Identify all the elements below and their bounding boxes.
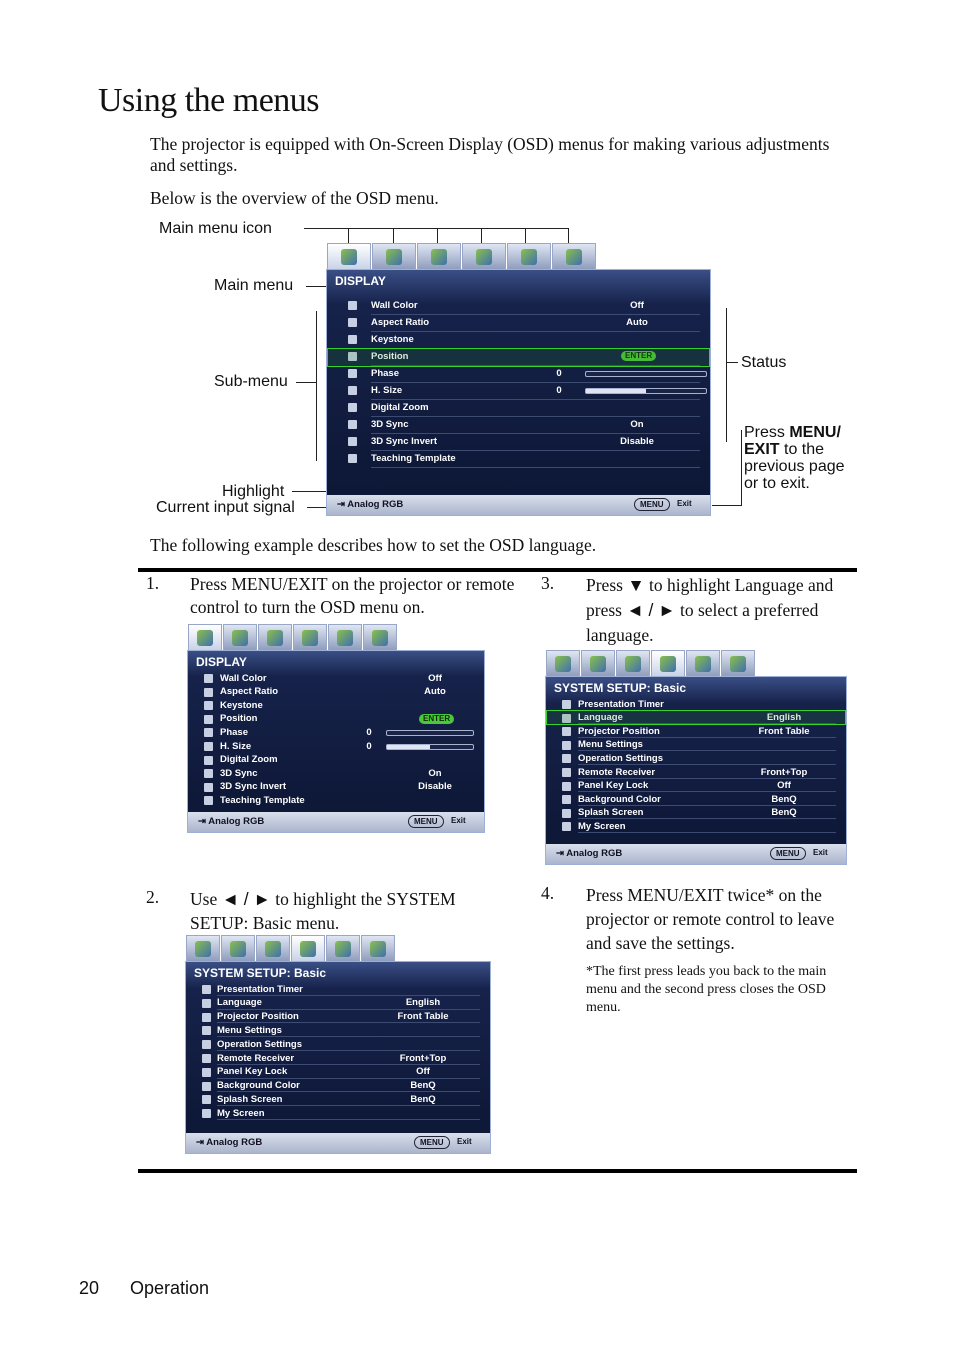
row-divider bbox=[371, 467, 700, 468]
menu-item-icon bbox=[202, 985, 211, 994]
leader-main-menu-icon bbox=[304, 228, 568, 229]
system-basic-tab-icon bbox=[476, 249, 492, 265]
picture-tab-icon bbox=[386, 249, 402, 265]
leader-tick bbox=[348, 228, 349, 244]
menu-row[interactable] bbox=[188, 698, 484, 712]
row-divider bbox=[217, 1119, 480, 1120]
menu-item-label: Operation Settings bbox=[217, 1038, 302, 1050]
tab-system-basic-tab[interactable] bbox=[291, 935, 325, 961]
tab-source-tab[interactable] bbox=[258, 624, 292, 650]
menu-tabs bbox=[188, 624, 398, 650]
menu-footer bbox=[186, 1133, 490, 1153]
leader-tick bbox=[481, 228, 482, 244]
menu-item-label: Splash Screen bbox=[578, 807, 644, 819]
menu-item-icon bbox=[202, 1109, 211, 1118]
highlight-bar bbox=[546, 710, 846, 726]
exit-label: Exit bbox=[451, 816, 466, 825]
menu-title: DISPLAY bbox=[335, 274, 386, 288]
page-title: Using the menus bbox=[98, 82, 320, 119]
menu-item-label: Background Color bbox=[217, 1080, 300, 1092]
menu-item-icon bbox=[204, 715, 213, 724]
menu-row[interactable] bbox=[327, 383, 710, 397]
leader-sub-menu bbox=[296, 382, 316, 383]
menu-item-label: 3D Sync Invert bbox=[220, 781, 286, 793]
menu-item-label: Presentation Timer bbox=[578, 698, 664, 710]
tab-picture-tab[interactable] bbox=[221, 935, 255, 961]
menu-row[interactable] bbox=[188, 780, 484, 794]
menu-row[interactable] bbox=[327, 332, 710, 346]
exit-label: Exit bbox=[677, 499, 692, 508]
menu-item-label: H. Size bbox=[371, 384, 403, 396]
menu-item-value: Disable bbox=[620, 435, 654, 447]
value-slider[interactable] bbox=[386, 730, 474, 736]
menu-item-label: Teaching Template bbox=[220, 794, 305, 806]
leader-exit-v bbox=[741, 430, 742, 506]
menu-row[interactable] bbox=[188, 685, 484, 699]
menu-item-icon bbox=[204, 783, 213, 792]
picture-tab-icon bbox=[230, 941, 246, 957]
menu-item-icon bbox=[202, 999, 211, 1008]
menu-row[interactable] bbox=[188, 725, 484, 739]
menu-item-label: Splash Screen bbox=[217, 1093, 283, 1105]
information-tab-icon bbox=[370, 941, 386, 957]
callout-press-menu-exit: Press MENU/ EXIT to the previous page or to exit. bbox=[744, 424, 845, 492]
menu-item-label: Panel Key Lock bbox=[578, 780, 649, 792]
step3-number: 3. bbox=[541, 573, 555, 593]
menu-item-icon bbox=[202, 1054, 211, 1063]
menu-item-icon bbox=[202, 1026, 211, 1035]
menu-item-icon bbox=[204, 742, 213, 751]
menu-item-label: Presentation Timer bbox=[217, 983, 303, 995]
menu-item-value: Disable bbox=[418, 781, 452, 793]
menu-item-icon bbox=[562, 795, 571, 804]
menu-item-icon bbox=[204, 674, 213, 683]
menu-item-icon bbox=[202, 1095, 211, 1104]
menu-item-icon bbox=[562, 700, 571, 709]
menu-item-value: BenQ bbox=[410, 1080, 436, 1092]
menu-item-label: Teaching Template bbox=[371, 452, 456, 464]
input-signal-label: ⇥ Analog RGB bbox=[337, 499, 404, 510]
system-advanced-tab-icon bbox=[335, 941, 351, 957]
tab-system-advanced-tab[interactable] bbox=[507, 243, 551, 269]
leader-exit bbox=[712, 505, 742, 506]
tab-source-tab[interactable] bbox=[256, 935, 290, 961]
section-name: Operation bbox=[130, 1278, 210, 1298]
menu-item-label: Remote Receiver bbox=[578, 766, 656, 778]
source-tab-icon bbox=[431, 249, 447, 265]
menu-row[interactable] bbox=[327, 298, 710, 312]
system-basic-tab-icon bbox=[302, 630, 318, 646]
menu-item-label: Wall Color bbox=[371, 299, 418, 311]
menu-item-label: Keystone bbox=[371, 333, 414, 345]
callout-main-menu: Main menu bbox=[214, 277, 294, 294]
menu-item-value: Front+Top bbox=[399, 1052, 447, 1064]
menu-item-icon bbox=[202, 1068, 211, 1077]
step1-number: 1. bbox=[146, 573, 160, 593]
tab-information-tab[interactable] bbox=[721, 650, 755, 676]
input-signal-label: ⇥ Analog RGB bbox=[196, 1137, 263, 1148]
row-divider bbox=[578, 832, 836, 833]
menu-exit-button[interactable]: MENU bbox=[408, 815, 444, 828]
menu-item-label: Panel Key Lock bbox=[217, 1066, 288, 1078]
menu-item-label: Menu Settings bbox=[578, 739, 643, 751]
menu-panel bbox=[187, 650, 485, 833]
menu-panel bbox=[185, 961, 491, 1154]
menu-item-icon bbox=[204, 796, 213, 805]
menu-row[interactable] bbox=[188, 712, 484, 726]
overview-text: Below is the overview of the OSD menu. bbox=[150, 188, 439, 208]
system-basic-tab-icon bbox=[660, 656, 676, 672]
menu-item-icon bbox=[202, 1013, 211, 1022]
menu-item-icon bbox=[562, 822, 571, 831]
step1-text: Press MENU/EXIT on the projector or remote control to turn the OSD menu on. bbox=[190, 574, 515, 617]
menu-item-icon bbox=[204, 688, 213, 697]
menu-item-label: Menu Settings bbox=[217, 1024, 282, 1036]
information-tab-icon bbox=[566, 249, 582, 265]
tab-system-basic-tab[interactable] bbox=[293, 624, 327, 650]
exit-label: Exit bbox=[813, 848, 828, 857]
bottom-rule bbox=[138, 1169, 857, 1173]
tab-information-tab[interactable] bbox=[363, 624, 397, 650]
menu-item-icon bbox=[562, 809, 571, 818]
menu-item-label: Language bbox=[578, 712, 623, 724]
menu-item-icon bbox=[204, 701, 213, 710]
menu-item-label: 3D Sync Invert bbox=[371, 435, 437, 447]
input-signal-label: ⇥ Analog RGB bbox=[198, 816, 265, 827]
source-tab-icon bbox=[625, 656, 641, 672]
menu-item-value: Auto bbox=[424, 686, 446, 698]
tab-display-tab[interactable] bbox=[327, 243, 371, 269]
menu-row[interactable] bbox=[188, 753, 484, 767]
osd-display-menu-overview bbox=[326, 243, 711, 516]
menu-footer bbox=[546, 844, 846, 864]
step3-text: Press ▼ to highlight Language and press ◄ / ► to select a preferred language. bbox=[586, 575, 834, 645]
menu-item-label: Remote Receiver bbox=[217, 1052, 295, 1064]
menu-item-label: Phase bbox=[371, 367, 399, 379]
menu-row[interactable] bbox=[327, 451, 710, 465]
step4-footnote: *The first press leads you back to the main menu and the second press closes the OSD menu. bbox=[586, 964, 827, 1015]
page-number: 20 bbox=[79, 1278, 100, 1298]
menu-item-value: 0 bbox=[366, 740, 372, 752]
input-signal-label: ⇥ Analog RGB bbox=[556, 848, 623, 859]
step4-number: 4. bbox=[541, 883, 555, 903]
menu-item-icon bbox=[348, 335, 357, 344]
menu-item-label: Language bbox=[217, 997, 262, 1009]
menu-item-label: Wall Color bbox=[220, 672, 267, 684]
system-advanced-tab-icon bbox=[521, 249, 537, 265]
menu-item-value: Off bbox=[416, 1066, 430, 1078]
menu-item-label: H. Size bbox=[220, 740, 252, 752]
value-slider[interactable] bbox=[585, 371, 707, 377]
information-tab-icon bbox=[372, 630, 388, 646]
menu-item-value: On bbox=[428, 767, 442, 779]
menu-item-label: Background Color bbox=[578, 793, 661, 805]
tab-picture-tab[interactable] bbox=[223, 624, 257, 650]
menu-item-icon bbox=[348, 369, 357, 378]
tab-information-tab[interactable] bbox=[552, 243, 596, 269]
menu-item-icon bbox=[204, 728, 213, 737]
leader-status-bar bbox=[726, 308, 727, 442]
picture-tab-icon bbox=[232, 630, 248, 646]
menu-footer bbox=[188, 812, 484, 832]
step4-text: Press MENU/EXIT twice* on the projector or remote control to leave and save the settings. bbox=[586, 885, 835, 953]
menu-item-icon bbox=[348, 420, 357, 429]
menu-title: SYSTEM SETUP: Basic bbox=[194, 966, 327, 980]
picture-tab-icon bbox=[590, 656, 606, 672]
highlight-bar bbox=[327, 348, 710, 367]
menu-item-icon bbox=[562, 768, 571, 777]
menu-title: DISPLAY bbox=[196, 655, 247, 669]
top-rule bbox=[138, 568, 857, 572]
menu-item-label: Aspect Ratio bbox=[371, 316, 430, 328]
menu-item-value: Off bbox=[428, 672, 442, 684]
tab-source-tab[interactable] bbox=[417, 243, 461, 269]
menu-item-value: 0 bbox=[366, 726, 372, 738]
menu-row[interactable] bbox=[327, 366, 710, 380]
menu-item-icon bbox=[348, 454, 357, 463]
callout-main-menu-icon: Main menu icon bbox=[159, 220, 272, 237]
menu-row[interactable] bbox=[188, 766, 484, 780]
menu-item-label: 3D Sync bbox=[220, 767, 258, 779]
tab-display-tab[interactable] bbox=[188, 624, 222, 650]
tab-source-tab[interactable] bbox=[616, 650, 650, 676]
tab-system-basic-tab[interactable] bbox=[651, 650, 685, 676]
information-tab-icon bbox=[730, 656, 746, 672]
source-tab-icon bbox=[267, 630, 283, 646]
menu-item-icon bbox=[204, 769, 213, 778]
system-basic-tab-icon bbox=[300, 941, 316, 957]
menu-item-value: 0 bbox=[556, 367, 562, 379]
leader-sub-menu-bar bbox=[316, 311, 317, 461]
callout-highlight: Highlight bbox=[222, 483, 285, 500]
display-tab-icon bbox=[555, 656, 571, 672]
enter-button[interactable]: ENTER bbox=[419, 714, 454, 724]
menu-item-label: Aspect Ratio bbox=[220, 686, 279, 698]
menu-item-value: 0 bbox=[556, 384, 562, 396]
menu-row[interactable] bbox=[327, 315, 710, 329]
menu-item-label: Operation Settings bbox=[578, 752, 663, 764]
exit-label: Exit bbox=[457, 1137, 472, 1146]
menu-exit-button[interactable]: MENU bbox=[770, 847, 806, 860]
tab-picture-tab[interactable] bbox=[372, 243, 416, 269]
menu-item-icon bbox=[562, 782, 571, 791]
tab-display-tab[interactable] bbox=[546, 650, 580, 676]
example-intro: The following example describes how to set the OSD language. bbox=[150, 535, 597, 555]
system-advanced-tab-icon bbox=[695, 656, 711, 672]
menu-row[interactable] bbox=[188, 739, 484, 753]
menu-item-value: Off bbox=[630, 299, 644, 311]
leader-tick bbox=[393, 228, 394, 244]
menu-item-value: On bbox=[630, 418, 644, 430]
menu-row[interactable] bbox=[327, 400, 710, 414]
menu-item-label: Digital Zoom bbox=[371, 401, 429, 413]
source-tab-icon bbox=[265, 941, 281, 957]
callout-current-input-signal: Current input signal bbox=[156, 499, 295, 516]
tab-picture-tab[interactable] bbox=[581, 650, 615, 676]
menu-item-label: My Screen bbox=[578, 820, 626, 832]
tab-display-tab[interactable] bbox=[186, 935, 220, 961]
intro-paragraph: The projector is equipped with On-Screen Display (OSD) menus for making various adjustments and settings. bbox=[150, 134, 830, 175]
menu-item-value: BenQ bbox=[771, 807, 797, 819]
menu-item-icon bbox=[562, 727, 571, 736]
leader-status bbox=[726, 362, 738, 363]
menu-item-icon bbox=[202, 1082, 211, 1091]
menu-item-icon bbox=[562, 741, 571, 750]
osd-display-menu-step1 bbox=[187, 624, 485, 833]
tab-system-advanced-tab[interactable] bbox=[326, 935, 360, 961]
enter-button[interactable]: ENTER bbox=[621, 351, 656, 361]
menu-item-icon bbox=[348, 437, 357, 446]
menu-item-value: Off bbox=[777, 780, 791, 792]
menu-exit-button[interactable]: MENU bbox=[634, 498, 670, 511]
step2-number: 2. bbox=[146, 887, 160, 907]
menu-row[interactable] bbox=[188, 671, 484, 685]
leader-tick bbox=[568, 228, 569, 244]
tab-system-basic-tab[interactable] bbox=[462, 243, 506, 269]
menu-item-label: Position bbox=[371, 350, 409, 362]
menu-item-value: English bbox=[405, 997, 441, 1009]
menu-row[interactable] bbox=[188, 793, 484, 807]
display-tab-icon bbox=[341, 249, 357, 265]
menu-item-icon bbox=[562, 754, 571, 763]
leader-tick bbox=[437, 228, 438, 244]
menu-tabs bbox=[186, 935, 396, 961]
menu-panel bbox=[545, 676, 847, 865]
menu-item-icon bbox=[348, 318, 357, 327]
menu-item-value: Front Table bbox=[758, 725, 810, 737]
menu-item-icon bbox=[202, 1040, 211, 1049]
menu-item-label: 3D Sync bbox=[371, 418, 409, 430]
menu-row[interactable] bbox=[327, 417, 710, 431]
menu-tabs bbox=[546, 650, 756, 676]
tab-information-tab[interactable] bbox=[361, 935, 395, 961]
menu-item-value: Front+Top bbox=[760, 766, 808, 778]
menu-footer bbox=[327, 495, 710, 515]
menu-item-icon bbox=[348, 301, 357, 310]
menu-exit-button[interactable]: MENU bbox=[414, 1136, 450, 1149]
menu-title: SYSTEM SETUP: Basic bbox=[554, 681, 687, 695]
menu-item-label: Digital Zoom bbox=[220, 754, 278, 766]
osd-system-menu-step3 bbox=[545, 650, 847, 865]
menu-item-icon bbox=[348, 386, 357, 395]
menu-item-value: BenQ bbox=[410, 1093, 436, 1105]
menu-item-label: Position bbox=[220, 713, 258, 725]
menu-item-label: Phase bbox=[220, 726, 248, 738]
menu-item-value: Auto bbox=[626, 316, 648, 328]
menu-item-value: Front Table bbox=[397, 1011, 449, 1023]
menu-row[interactable] bbox=[327, 434, 710, 448]
callout-status: Status bbox=[741, 354, 787, 371]
menu-item-label: Projector Position bbox=[578, 725, 660, 737]
menu-item-value: BenQ bbox=[771, 793, 797, 805]
tab-system-advanced-tab[interactable] bbox=[686, 650, 720, 676]
step2-text: Use ◄ / ► to highlight the SYSTEM SETUP: Basic menu. bbox=[190, 889, 456, 933]
menu-tabs bbox=[327, 243, 597, 269]
menu-item-label: Projector Position bbox=[217, 1011, 299, 1023]
leader-tick bbox=[525, 228, 526, 244]
menu-item-value: English bbox=[766, 712, 802, 724]
system-advanced-tab-icon bbox=[337, 630, 353, 646]
menu-item-label: My Screen bbox=[217, 1107, 265, 1119]
display-tab-icon bbox=[195, 941, 211, 957]
menu-item-label: Keystone bbox=[220, 699, 263, 711]
menu-panel bbox=[326, 269, 711, 516]
tab-system-advanced-tab[interactable] bbox=[328, 624, 362, 650]
value-slider[interactable] bbox=[585, 388, 707, 394]
value-slider[interactable] bbox=[386, 744, 474, 750]
osd-system-menu-step2 bbox=[185, 935, 491, 1154]
menu-item-icon bbox=[348, 403, 357, 412]
display-tab-icon bbox=[197, 630, 213, 646]
callout-sub-menu: Sub-menu bbox=[214, 373, 288, 390]
menu-item-icon bbox=[204, 756, 213, 765]
